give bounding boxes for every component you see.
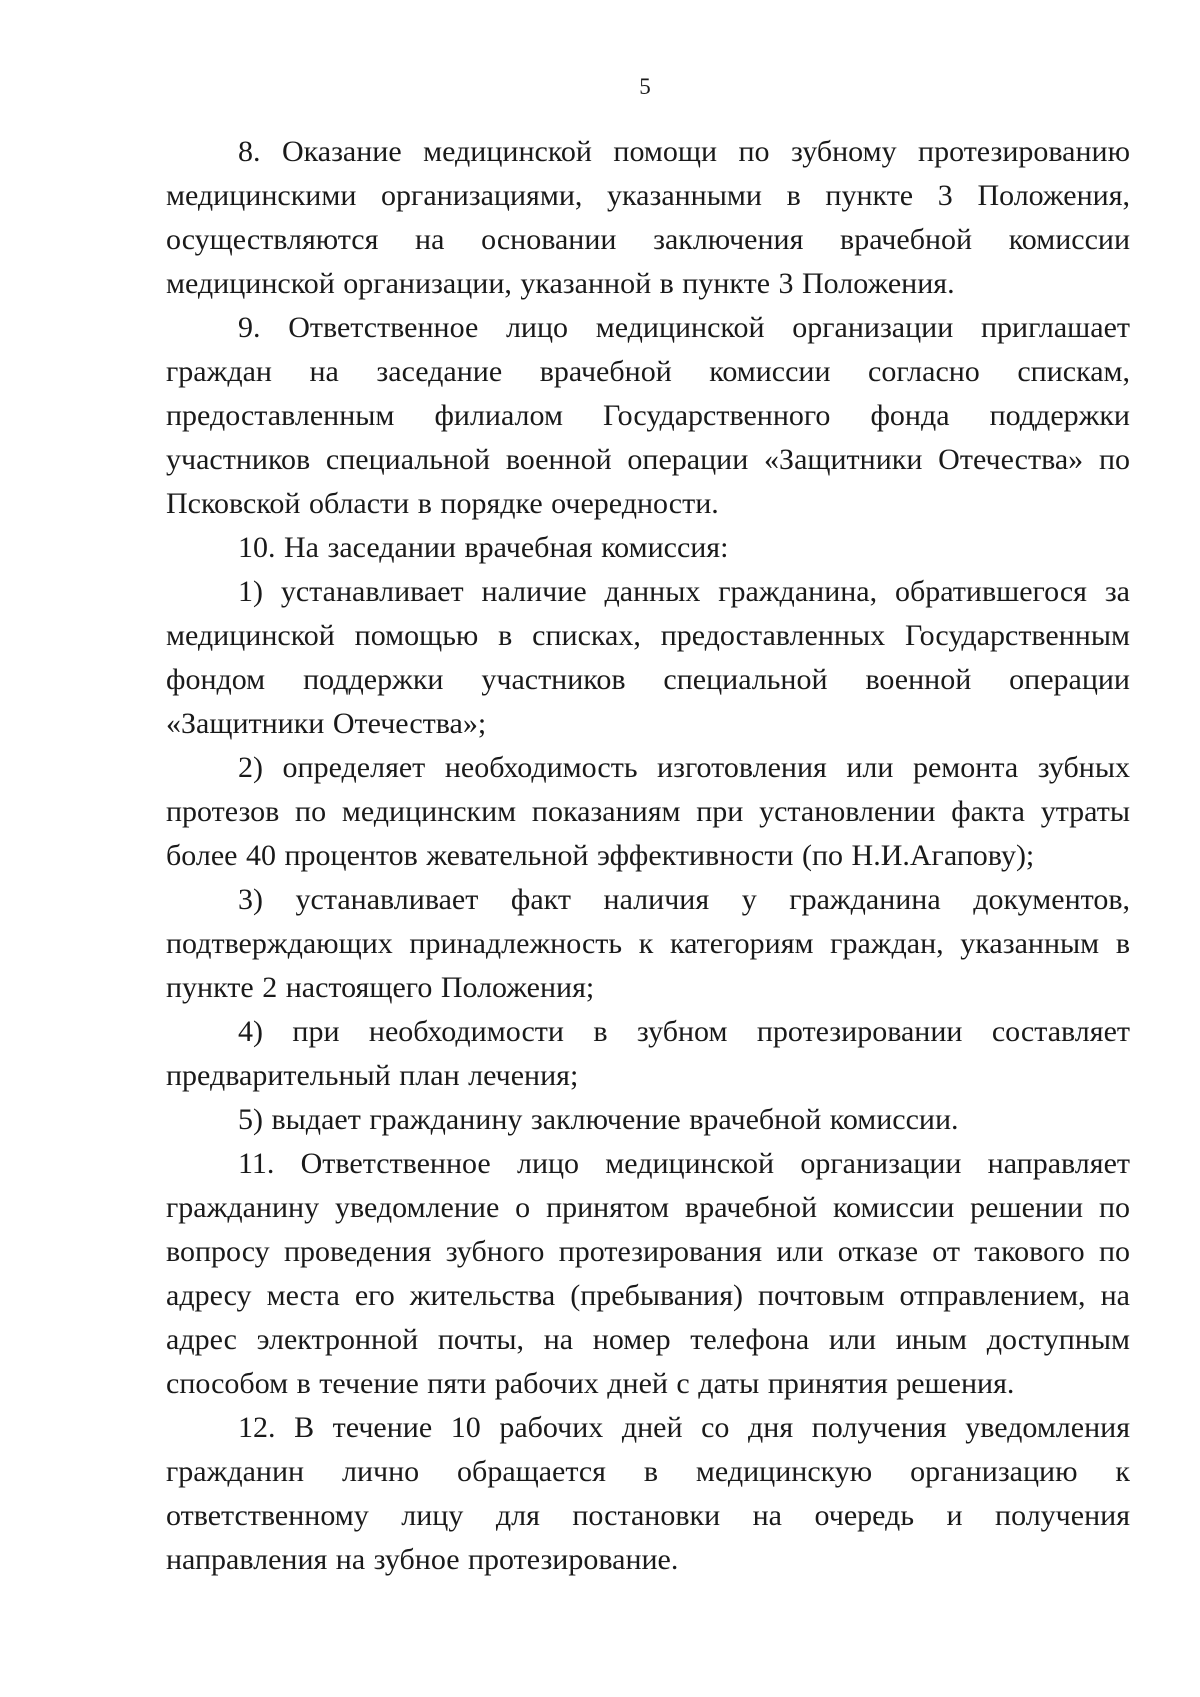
clause-10-heading: 10. На заседании врачебная комиссия:: [238, 531, 729, 564]
document-body: [166, 130, 1130, 1582]
clause-10-item-5: 5) выдает гражданину заключение врачебной комиссии.: [238, 1103, 959, 1136]
page-number: 5: [639, 74, 651, 99]
clause-10-item-3: 3) устанавливает факт наличия у гражданина документов, подтверждающих принадлежность к категориям граждан, указанным в пункте 2 настоящего Положения;: [166, 883, 1130, 1004]
clause-12: 12. В течение 10 рабочих дней со дня получения уведомления гражданин лично обращается в медицинскую организацию к ответственному лицу для постановки на очередь и получения направления на зубное протезирование.: [166, 1411, 1130, 1576]
clause-8: 8. Оказание медицинской помощи по зубному протезированию медицинскими организациями, указанными в пункте 3 Положения, осуществляются на основании заключения врачебной комиссии медицинской организации, указанной в пункте 3 Положения.: [166, 135, 1130, 300]
clause-9: 9. Ответственное лицо медицинской организации приглашает граждан на заседание врачебной комиссии согласно спискам, предоставленным филиалом Государственного фонда поддержки участников специальной военной операции «Защитники Отечества» по Псковской области в порядке очередности.: [166, 311, 1130, 520]
clause-10-item-4: 4) при необходимости в зубном протезировании составляет предварительный план лечения;: [166, 1015, 1130, 1092]
clause-11: 11. Ответственное лицо медицинской организации направляет гражданину уведомление о принятом врачебной комиссии решении по вопросу проведения зубного протезирования или отказе от такового по адресу места его жительства (пребывания) почтовым отправлением, на адрес электронной почты, на номер телефона или иным доступным способом в течение пяти рабочих дней с даты принятия решения.: [166, 1147, 1130, 1400]
clause-10-item-2: 2) определяет необходимость изготовления или ремонта зубных протезов по медицинским показаниям при установлении факта утраты более 40 процентов жевательной эффективности (по Н.И.Агапову);: [166, 751, 1130, 872]
clause-10-item-1: 1) устанавливает наличие данных гражданина, обратившегося за медицинской помощью в списках, предоставленных Государственным фондом поддержки участников специальной военной операции «Защитники Отечества»;: [166, 575, 1130, 740]
